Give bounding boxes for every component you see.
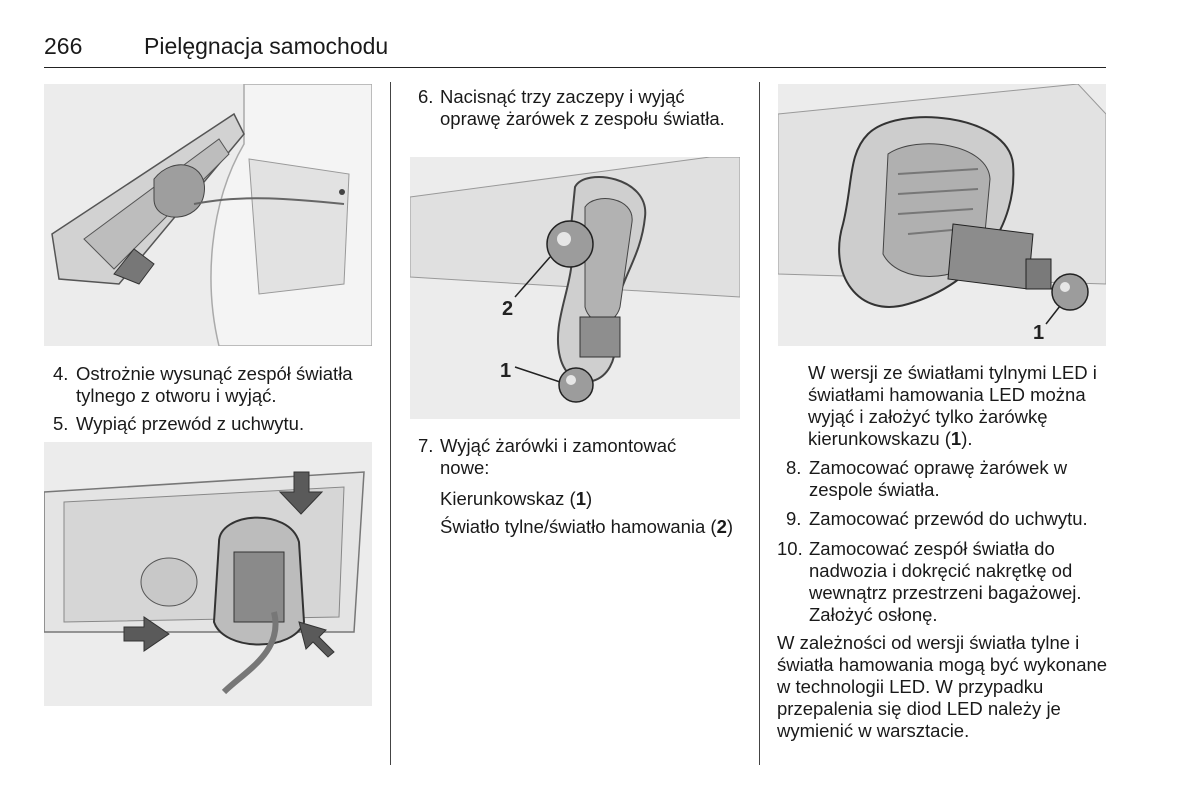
bulb-1-close: ) bbox=[586, 488, 593, 509]
step-number: 5. bbox=[53, 413, 69, 434]
figure-led-bulb-holder bbox=[778, 84, 1106, 346]
step-text: Zamocować przewód do uchwytu. bbox=[809, 508, 1088, 529]
column-divider-right bbox=[759, 82, 760, 765]
step-4 bbox=[53, 363, 383, 407]
figure-bulb-holder-clips bbox=[44, 442, 372, 706]
step-number: 9. bbox=[786, 508, 802, 529]
step-5 bbox=[53, 413, 383, 435]
step-text: Zamocować zespół światła do nadwozia i dokręcić nakrętkę od wewnątrz przestrzeni bagażowej. Założyć osłonę. bbox=[809, 538, 1082, 625]
bulb-holder-illustration bbox=[410, 157, 740, 419]
step-number: 6. bbox=[418, 86, 434, 107]
step-10 bbox=[777, 538, 1107, 626]
bulb-2-close: ) bbox=[726, 516, 734, 537]
taillight-removal-illustration bbox=[44, 84, 372, 346]
led-bulb-holder-illustration bbox=[778, 84, 1106, 346]
step-8 bbox=[786, 457, 1106, 501]
bulb-2-ref: 2 bbox=[716, 516, 727, 537]
step-7 bbox=[418, 435, 738, 479]
step-text: Wyjąć żarówki i zamontować nowe: bbox=[440, 435, 677, 478]
step-text: Ostrożnie wysunąć zespół światła tylnego z otworu i wyjąć. bbox=[76, 363, 353, 406]
bulb-2-line bbox=[440, 516, 745, 538]
bulb-1-ref: 1 bbox=[575, 488, 587, 509]
step-text: Wypiąć przewód z uchwytu. bbox=[76, 413, 305, 434]
figure-taillight-removal bbox=[44, 84, 372, 346]
led-note-ref: 1 bbox=[950, 428, 962, 449]
step-number: 4. bbox=[53, 363, 69, 384]
page-header bbox=[44, 33, 1106, 68]
step-9 bbox=[786, 508, 1111, 530]
bulb-1-line bbox=[440, 488, 740, 510]
led-note bbox=[808, 362, 1106, 450]
step-6 bbox=[418, 86, 738, 152]
callout-1: 1 bbox=[1033, 322, 1045, 344]
bulb-2-label: Światło tylne/światło hamowania ( bbox=[440, 516, 717, 537]
callout-1: 1 bbox=[500, 360, 512, 382]
page-number: 266 bbox=[44, 33, 83, 59]
callout-2: 2 bbox=[502, 298, 514, 320]
led-note-close: ). bbox=[961, 428, 973, 449]
step-number: 8. bbox=[786, 457, 802, 478]
section-title: Pielęgnacja samochodu bbox=[144, 33, 389, 59]
figure-bulb-holder bbox=[410, 157, 740, 419]
step-text: Nacisnąć trzy zaczepy i wyjąć oprawę żarówek z zespołu światła. bbox=[440, 86, 725, 129]
step-text: Zamocować oprawę żarówek w zespole światła. bbox=[809, 457, 1068, 500]
led-note-text: W wersji ze światłami tylnymi LED i światłami hamowania LED można wyjąć i założyć tylko żarówkę kierunkowskazu ( bbox=[808, 362, 1097, 449]
closing-paragraph: W zależności od wersji światła tylne i światła hamowania mogą być wykonane w technologii LED. W przypadku przepalenia się diod LED należy je wymienić w warsztacie. bbox=[777, 632, 1108, 741]
column-divider-left bbox=[390, 82, 391, 765]
step-number: 10. bbox=[777, 538, 803, 559]
bulb-1-label: Kierunkowskaz ( bbox=[440, 488, 576, 509]
step-number: 7. bbox=[418, 435, 434, 456]
bulb-holder-clips-illustration bbox=[44, 442, 372, 706]
